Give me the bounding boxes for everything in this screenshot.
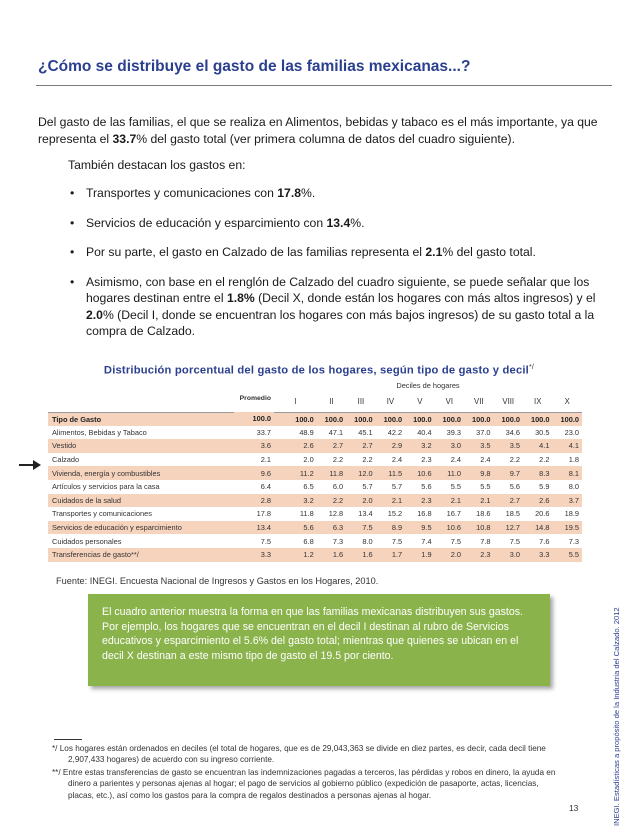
footnote-divider: [54, 739, 82, 740]
row-label: Transferencias de gasto**/: [48, 548, 234, 562]
decile-cell: 5.6: [494, 480, 523, 494]
decile-cell: 1.9: [405, 548, 434, 562]
decile-cell: 1.6: [346, 548, 375, 562]
decile-cell: 6.5: [274, 480, 317, 494]
decile-cell: 5.6: [274, 521, 317, 535]
decile-cell: 100.0: [523, 412, 552, 426]
decile-cell: 18.6: [464, 507, 493, 521]
decile-cell: 15.2: [376, 507, 405, 521]
decile-cell: 18.9: [552, 507, 582, 521]
decile-cell: 7.5: [494, 534, 523, 548]
row-label: Vestido: [48, 439, 234, 453]
decile-cell: 40.4: [405, 426, 434, 440]
decile-cell: 100.0: [405, 412, 434, 426]
table-row: [48, 453, 582, 467]
decile-cell: 9.7: [494, 466, 523, 480]
decile-cell: 2.0: [346, 494, 375, 508]
decile-cell: 30.5: [523, 426, 552, 440]
decile-cell: 1.2: [274, 548, 317, 562]
decile-header: X: [552, 392, 582, 412]
decile-cell: 42.2: [376, 426, 405, 440]
row-label: Transportes y comunicaciones: [48, 507, 234, 521]
decile-cell: 5.5: [435, 480, 464, 494]
decile-cell: 8.0: [552, 480, 582, 494]
decile-cell: 2.1: [464, 494, 493, 508]
promedio-cell: 7.5: [234, 534, 274, 548]
decile-cell: 2.2: [317, 453, 346, 467]
decile-cell: 2.1: [435, 494, 464, 508]
decile-cell: 2.7: [317, 439, 346, 453]
decile-cell: 5.7: [346, 480, 375, 494]
decile-cell: 1.7: [376, 548, 405, 562]
decile-cell: 5.5: [464, 480, 493, 494]
decile-cell: 20.6: [523, 507, 552, 521]
source-note: Fuente: INEGI. Encuesta Nacional de Ingresos y Gastos en los Hogares, 2010.: [56, 576, 379, 586]
intro-paragraph: Del gasto de las familias, el que se realiza en Alimentos, bebidas y tabaco es el más importante, ya que representa el 33.7% del gasto total (ver primera columna de datos del cuadro siguiente).: [38, 115, 598, 146]
table-row: [48, 439, 582, 453]
row-label: Artículos y servicios para la casa: [48, 480, 234, 494]
decile-header: VI: [435, 392, 464, 412]
row-label: Calzado: [48, 453, 234, 467]
decile-header: II: [317, 392, 346, 412]
arrow-right-icon: [18, 459, 42, 471]
decile-cell: 19.5: [552, 521, 582, 535]
decile-cell: 12.7: [494, 521, 523, 535]
decile-cell: 3.0: [494, 548, 523, 562]
table-row: [48, 534, 582, 548]
list-item: • Transportes y comunicaciones con 17.8%.: [70, 186, 316, 200]
decile-cell: 5.7: [376, 480, 405, 494]
decile-cell: 2.2: [494, 453, 523, 467]
decile-cell: 10.6: [435, 521, 464, 535]
table-row: [48, 521, 582, 535]
row-label: Cuidados personales: [48, 534, 234, 548]
decile-cell: 2.4: [435, 453, 464, 467]
decile-cell: 48.9: [274, 426, 317, 440]
table-title: Distribución porcentual del gasto de los hogares, según tipo de gasto y decil*/: [103, 364, 535, 377]
decile-cell: 13.4: [346, 507, 375, 521]
promedio-cell: 17.8: [234, 507, 274, 521]
decile-cell: 11.5: [376, 466, 405, 480]
decile-header: VII: [464, 392, 493, 412]
decile-cell: 2.0: [274, 453, 317, 467]
deciles-header: Deciles de hogares: [274, 378, 582, 392]
promedio-cell: 2.8: [234, 494, 274, 508]
decile-cell: 2.1: [376, 494, 405, 508]
decile-cell: 2.6: [274, 439, 317, 453]
page-number: 13: [569, 803, 579, 813]
decile-cell: 3.3: [523, 548, 552, 562]
decile-cell: 7.5: [346, 521, 375, 535]
footnote: **/ Entre estas transferencias de gasto se encuentran las indemnizaciones pagadas a terceros, las pérdidas y robos en dinero, la ayuda en dinero a parientes y personas ajenas al hogar; el pago de servicios al gobierno público (expedición de pasaporte, actas, licencias, placas, etc.), así como los gastos para la compra de regalos destinados a personas ajenas al hogar.: [52, 768, 556, 800]
decile-cell: 5.6: [405, 480, 434, 494]
row-label: Vivienda, energía y combustibles: [48, 466, 234, 480]
decile-cell: 2.2: [346, 453, 375, 467]
decile-cell: 14.8: [523, 521, 552, 535]
decile-cell: 2.3: [464, 548, 493, 562]
decile-cell: 7.5: [376, 534, 405, 548]
decile-cell: 5.9: [523, 480, 552, 494]
decile-cell: 34.6: [494, 426, 523, 440]
decile-cell: 7.8: [464, 534, 493, 548]
decile-cell: 3.2: [274, 494, 317, 508]
decile-header: III: [346, 392, 375, 412]
promedio-cell: 9.6: [234, 466, 274, 480]
summary-box: [88, 594, 550, 686]
decile-header: I: [274, 392, 317, 412]
table-row: [48, 426, 582, 440]
decile-header: V: [405, 392, 434, 412]
table-header-row: [48, 378, 582, 392]
decile-header: VIII: [494, 392, 523, 412]
decile-cell: 6.0: [317, 480, 346, 494]
decile-cell: 11.8: [317, 466, 346, 480]
decile-cell: 8.3: [523, 466, 552, 480]
title-divider: [36, 85, 612, 86]
decile-cell: 3.5: [494, 439, 523, 453]
decile-header: IV: [376, 392, 405, 412]
decile-cell: 6.8: [274, 534, 317, 548]
decile-cell: 11.0: [435, 466, 464, 480]
promedio-cell: 6.4: [234, 480, 274, 494]
decile-cell: 100.0: [376, 412, 405, 426]
decile-cell: 3.5: [464, 439, 493, 453]
decile-cell: 16.8: [405, 507, 434, 521]
decile-cell: 2.7: [346, 439, 375, 453]
decile-cell: 100.0: [435, 412, 464, 426]
table-row: [48, 412, 582, 426]
row-label: Alimentos, Bebidas y Tabaco: [48, 426, 234, 440]
side-caption: INEGI. Estadísticas a propósito de la Industria del Calzado. 2012: [612, 607, 621, 826]
also-text: También destacan los gastos en:: [68, 158, 246, 172]
spending-table: [48, 378, 582, 562]
decile-cell: 2.7: [494, 494, 523, 508]
promedio-cell: 33.7: [234, 426, 274, 440]
decile-cell: 2.2: [317, 494, 346, 508]
decile-cell: 9.8: [464, 466, 493, 480]
decile-cell: 10.6: [405, 466, 434, 480]
decile-cell: 7.3: [552, 534, 582, 548]
decile-cell: 45.1: [346, 426, 375, 440]
decile-cell: 7.6: [523, 534, 552, 548]
summary-text: El cuadro anterior muestra la forma en que las familias mexicanas distribuyen sus gastos. Por ejemplo, los hogares que se encuentran en el decil I destinan al rubro de Servicios educativos y esparcimiento el 5.6% del gasto total; mientras que quienes se ubican en el decil X destinan a este mismo tipo de gasto el 19.5 por ciento.: [102, 606, 524, 662]
decile-cell: 2.3: [405, 453, 434, 467]
decile-cell: 5.5: [552, 548, 582, 562]
decile-cell: 16.7: [435, 507, 464, 521]
decile-cell: 7.3: [317, 534, 346, 548]
decile-cell: 3.7: [552, 494, 582, 508]
list-item: • Por su parte, el gasto en Calzado de las familias representa el 2.1% del gasto total.: [70, 245, 536, 259]
promedio-cell: 100.0: [234, 412, 274, 426]
row-label: Servicios de educación y esparcimiento: [48, 521, 234, 535]
decile-cell: 7.5: [435, 534, 464, 548]
decile-cell: 4.1: [552, 439, 582, 453]
decile-cell: 8.0: [346, 534, 375, 548]
decile-cell: 2.3: [405, 494, 434, 508]
decile-cell: 6.3: [317, 521, 346, 535]
decile-cell: 47.1: [317, 426, 346, 440]
decile-cell: 11.2: [274, 466, 317, 480]
decile-cell: 3.2: [405, 439, 434, 453]
promedio-header: Promedio: [234, 378, 274, 412]
row-label: Cuidados de la salud: [48, 494, 234, 508]
decile-cell: 2.4: [464, 453, 493, 467]
decile-cell: 9.5: [405, 521, 434, 535]
decile-cell: 1.6: [317, 548, 346, 562]
decile-cell: 100.0: [346, 412, 375, 426]
decile-cell: 100.0: [494, 412, 523, 426]
table-row: [48, 548, 582, 562]
table-row: [48, 480, 582, 494]
decile-cell: 18.5: [494, 507, 523, 521]
promedio-cell: 13.4: [234, 521, 274, 535]
decile-cell: 10.8: [464, 521, 493, 535]
decile-cell: 100.0: [464, 412, 493, 426]
decile-cell: 12.0: [346, 466, 375, 480]
decile-cell: 8.9: [376, 521, 405, 535]
row-label: Tipo de Gasto: [48, 412, 234, 426]
decile-cell: 7.4: [405, 534, 434, 548]
decile-cell: 23.0: [552, 426, 582, 440]
decile-cell: 8.1: [552, 466, 582, 480]
decile-cell: 100.0: [317, 412, 346, 426]
promedio-cell: 3.6: [234, 439, 274, 453]
page-title: ¿Cómo se distribuye el gasto de las familias mexicanas...?: [38, 58, 471, 75]
footnote: */ Los hogares están ordenados en deciles (el total de hogares, que es de 29,043,363 se divide en diez partes, es decir, cada decil tiene 2,907,433 hogares) de acuerdo con su ingreso corriente.: [52, 744, 546, 765]
decile-cell: 11.8: [274, 507, 317, 521]
decile-cell: 100.0: [552, 412, 582, 426]
decile-header: IX: [523, 392, 552, 412]
decile-cell: 37.0: [464, 426, 493, 440]
decile-cell: 12.8: [317, 507, 346, 521]
decile-cell: 1.8: [552, 453, 582, 467]
decile-cell: 2.4: [376, 453, 405, 467]
table-row: [48, 466, 582, 480]
promedio-cell: 2.1: [234, 453, 274, 467]
decile-cell: 3.0: [435, 439, 464, 453]
decile-cell: 2.2: [523, 453, 552, 467]
table-row: [48, 507, 582, 521]
bullet-list: [70, 185, 610, 353]
promedio-cell: 3.3: [234, 548, 274, 562]
decile-cell: 2.9: [376, 439, 405, 453]
list-item: • Asimismo, con base en el renglón de Calzado del cuadro siguiente, se puede señalar que los hogares destinan entre el 1.8% (Decil X, donde están los hogares con más altos ingresos) y el 2.0% (Decil I, donde se encuentran los hogares con más bajos ingresos) de su gasto total a la compra de Calzado.: [70, 274, 596, 338]
list-item: • Servicios de educación y esparcimiento con 13.4%.: [70, 215, 365, 230]
decile-cell: 2.6: [523, 494, 552, 508]
table-row: [48, 494, 582, 508]
column-header-row: [48, 392, 582, 412]
decile-cell: 2.0: [435, 548, 464, 562]
decile-cell: 100.0: [274, 412, 317, 426]
decile-cell: 4.1: [523, 439, 552, 453]
decile-cell: 39.3: [435, 426, 464, 440]
